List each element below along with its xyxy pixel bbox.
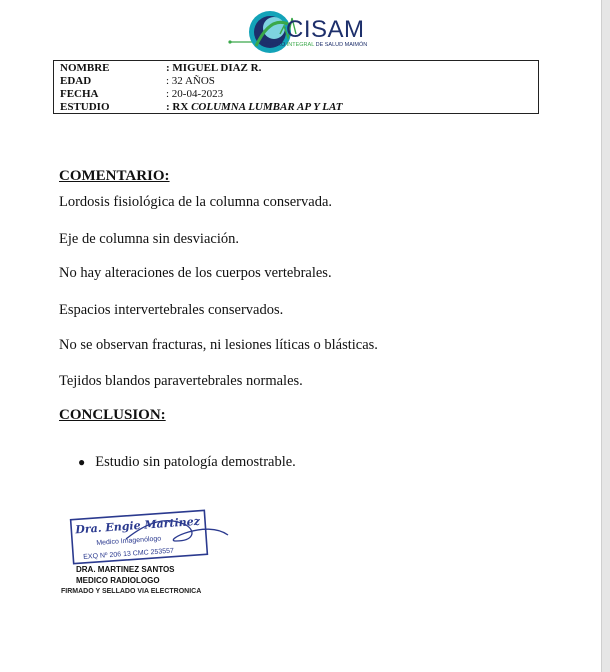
stamp-exq: EXQ Nº 206 13 CMC 253557 bbox=[83, 547, 175, 561]
conclusion-item-text: Estudio sin patología demostrable. bbox=[95, 454, 296, 470]
comentario-heading: COMENTARIO: bbox=[59, 168, 170, 184]
conclusion-item bbox=[78, 454, 296, 471]
signer-name: DRA. MARTINEZ SANTOS bbox=[76, 565, 175, 574]
signature-note: FIRMADO Y SELLADO VIA ELECTRONICA bbox=[61, 588, 202, 595]
comment-line: Espacios intervertebrales conservados. bbox=[59, 302, 284, 318]
age-label: EDAD bbox=[60, 75, 92, 87]
study-value: : RX COLUMNA LUMBAR AP Y LAT bbox=[166, 101, 343, 113]
study-row bbox=[60, 101, 538, 114]
logo-name: CISAM bbox=[286, 16, 365, 43]
signer-title: MEDICO RADIOLOGO bbox=[76, 576, 160, 585]
comment-line: Eje de columna sin desviación. bbox=[59, 231, 239, 247]
date-value: : 20-04-2023 bbox=[166, 88, 224, 100]
stamp-title: Medico Imagenólogo bbox=[96, 535, 162, 547]
study-label: ESTUDIO bbox=[60, 101, 110, 113]
stamp-name: Dra. Engie Martinez bbox=[74, 514, 201, 537]
comment-line: No se observan fracturas, ni lesiones líticas o blásticas. bbox=[59, 337, 378, 353]
logo-subtitle: CENTRO INTEGRAL DE SALUD MAIMÓN bbox=[262, 42, 368, 48]
name-label: NOMBRE bbox=[60, 62, 110, 74]
date-label: FECHA bbox=[60, 88, 99, 100]
signer-block bbox=[76, 564, 175, 586]
age-value: : 32 AÑOS bbox=[166, 75, 215, 87]
bullet-icon: ● bbox=[78, 455, 86, 469]
name-row bbox=[60, 62, 538, 75]
date-row bbox=[60, 88, 538, 101]
signature-stamp bbox=[66, 505, 236, 571]
comment-line: No hay alteraciones de los cuerpos vertebrales. bbox=[59, 265, 332, 281]
comment-line: Lordosis fisiológica de la columna conservada. bbox=[59, 194, 333, 210]
patient-info-box bbox=[53, 60, 539, 114]
age-row bbox=[60, 75, 538, 88]
comment-line: Tejidos blandos paravertebrales normales. bbox=[59, 373, 303, 389]
conclusion-heading: CONCLUSION: bbox=[59, 407, 166, 423]
name-value: : MIGUEL DIAZ R. bbox=[166, 62, 262, 74]
